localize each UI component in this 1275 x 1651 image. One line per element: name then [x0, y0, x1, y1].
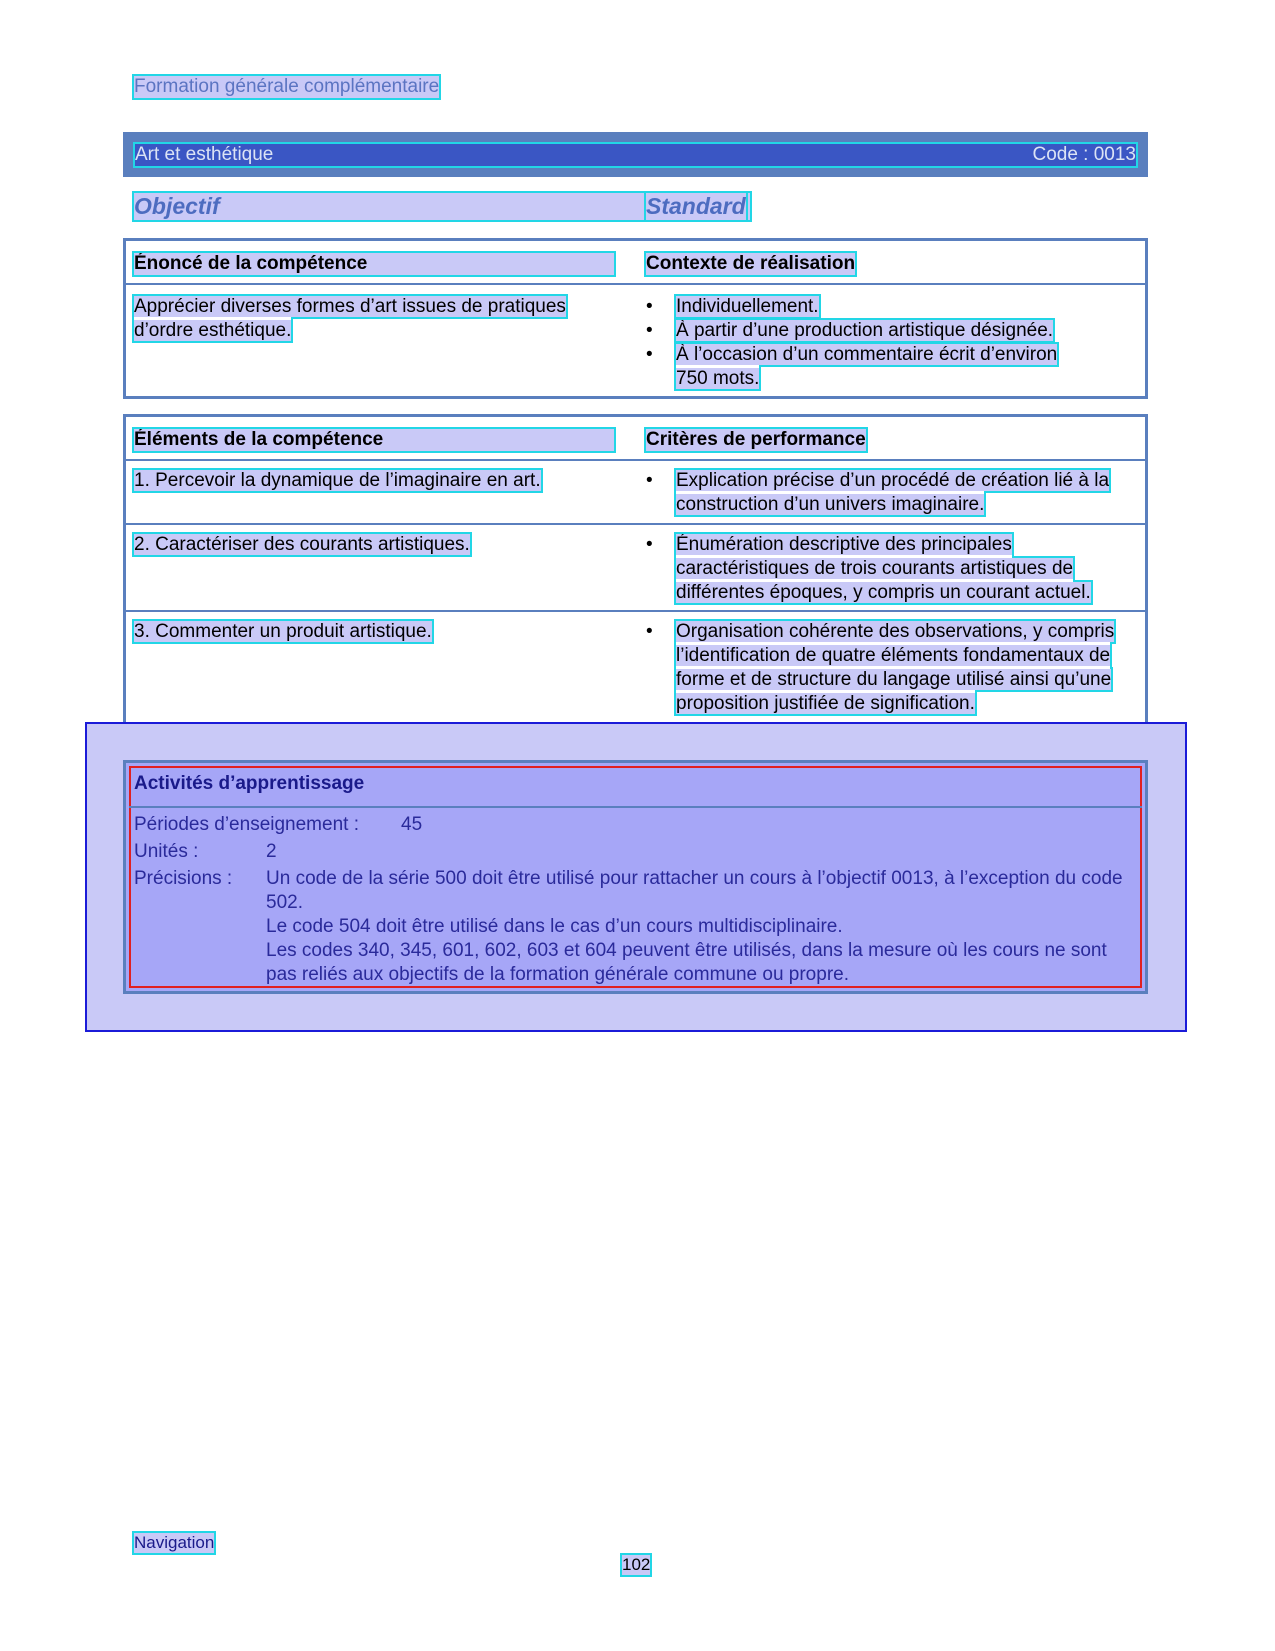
activities-panel	[123, 760, 1148, 994]
precision-item: Les codes 340, 345, 601, 602, 603 et 604 peuvent être utilisés, dans la mesure où les cours ne sont pas reliés aux objectifs de la formation générale commune ou propre.	[266, 940, 1107, 985]
periods-value: 45	[401, 814, 423, 835]
periods-label: Périodes d’enseignement :	[134, 814, 359, 835]
course-code: Code : 0013	[1032, 143, 1136, 165]
list-item: • Organisation cohérente des observations, y compris l’identification de quatre éléments fondamentaux de forme et de structure du langage utilisé ainsi qu’une proposition justifiée de signification.	[646, 621, 1115, 714]
element-text: 3. Commenter un produit artistique.	[134, 621, 432, 642]
list-item: • Explication précise d’un procédé de création lié à la construction d’un univers imaginaire.	[646, 470, 1110, 515]
elements-table	[123, 414, 1148, 744]
objectif-heading: Objectif	[134, 193, 750, 220]
activities-title: Activités d’apprentissage	[134, 773, 365, 794]
context-header: Contexte de réalisation	[646, 253, 856, 274]
course-title: Art et esthétique	[135, 143, 274, 165]
element-text: 1. Percevoir la dynamique de l’imaginaire en art.	[134, 470, 541, 491]
list-item: • À partir d’une production artistique désignée.	[646, 320, 1054, 341]
list-item: • Individuellement.	[646, 296, 819, 317]
standard-heading: Standard	[646, 193, 746, 219]
program-title: Formation générale complémentaire	[134, 76, 440, 97]
units-label: Unités :	[134, 841, 199, 862]
table-row	[126, 461, 1145, 525]
precisions-list	[266, 867, 1126, 987]
context-list	[646, 295, 1086, 391]
table-row	[126, 525, 1145, 612]
precision-item: Le code 504 doit être utilisé dans le cas d’un cours multidisciplinaire.	[266, 916, 843, 937]
element-text: 2. Caractériser des courants artistiques.	[134, 534, 470, 555]
elements-header: Éléments de la compétence	[134, 429, 614, 451]
statement-header: Énoncé de la compétence	[134, 253, 614, 275]
precisions-label: Précisions :	[134, 868, 233, 889]
units-value: 2	[266, 841, 277, 862]
divider	[129, 806, 1142, 808]
precision-item: Un code de la série 500 doit être utilisé pour rattacher un cours à l’objectif 0013, à l’exception du code 502.	[266, 868, 1123, 913]
competence-table	[123, 238, 1148, 399]
navigation-link[interactable]: Navigation	[134, 1533, 215, 1552]
criteria-header: Critères de performance	[646, 429, 866, 450]
list-item: • Énumération descriptive des principales caractéristiques de trois courants artistiques de différentes époques, y compris un courant actuel.	[646, 534, 1091, 603]
page-number: 102	[622, 1555, 651, 1574]
competence-statement: Apprécier diverses formes d’art issues de pratiques d’ordre esthétique.	[134, 296, 566, 341]
course-header-bar	[123, 132, 1148, 177]
list-item: • À l’occasion d’un commentaire écrit d’environ 750 mots.	[646, 344, 1058, 389]
